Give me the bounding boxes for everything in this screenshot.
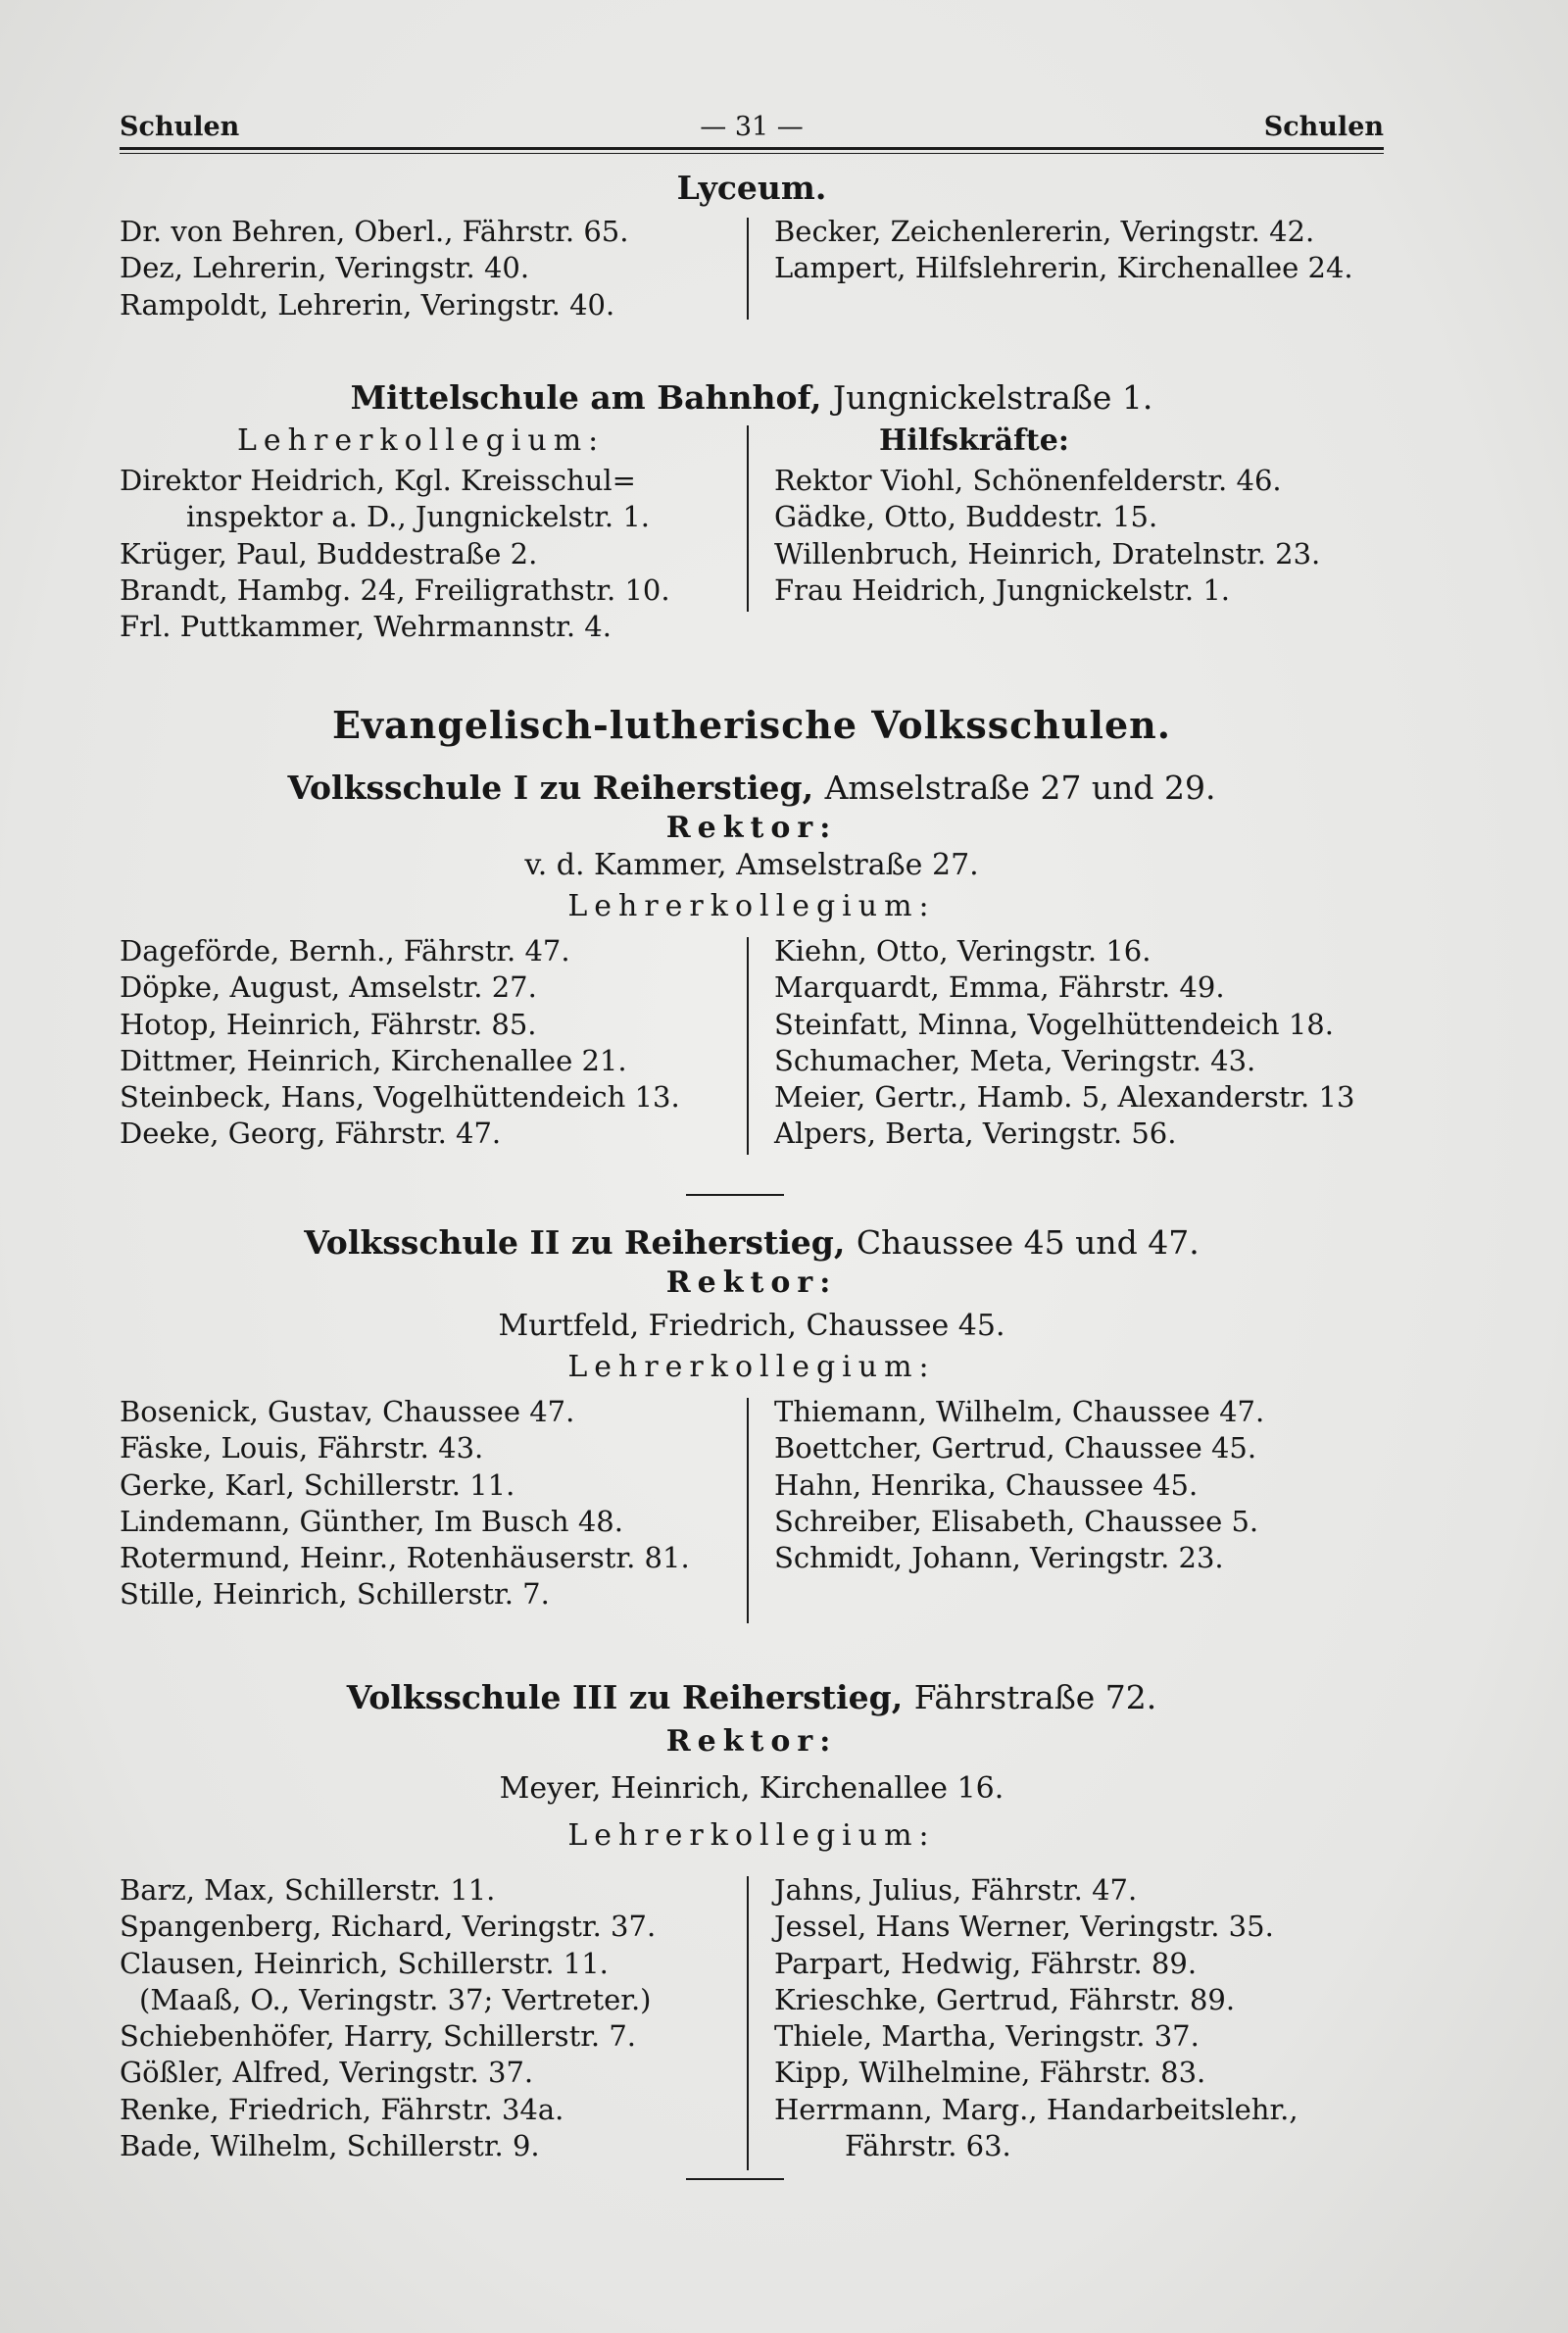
vs2-rektor: Murtfeld, Friedrich, Chaussee 45.: [498, 1309, 1005, 1343]
column-divider: [747, 425, 749, 612]
list-item: Dr. von Behren, Oberl., Fährstr. 65.: [120, 215, 629, 248]
list-item: Herrmann, Marg., Handarbeitslehr.,: [774, 2092, 1298, 2126]
list-item: Schumacher, Meta, Veringstr. 43.: [774, 1043, 1256, 1077]
vs3-left-column: [120, 1872, 656, 2164]
vs2-right-column: [774, 1394, 1264, 1576]
list-item: Dittmer, Heinrich, Kirchenallee 21.: [120, 1043, 627, 1077]
list-item: Alpers, Berta, Veringstr. 56.: [774, 1117, 1177, 1151]
mittelschule-section: [120, 378, 1384, 644]
list-item: Barz, Max, Schillerstr. 11.: [120, 1873, 496, 1907]
list-item: Gädke, Otto, Buddestr. 15.: [774, 500, 1158, 534]
mittelschule-hilfskraefte-label: Hilfskräfte:: [879, 423, 1069, 458]
list-item: Parpart, Hedwig, Fährstr. 89.: [774, 1946, 1198, 1980]
mittelschule-right-column: [774, 463, 1320, 609]
evangelisch-section: [120, 703, 1384, 747]
mittelschule-name: Mittelschule am Bahnhof,: [350, 378, 822, 417]
list-item: Bade, Wilhelm, Schillerstr. 9.: [120, 2129, 540, 2163]
list-item: Steinbeck, Hans, Vogelhüttendeich 13.: [120, 1080, 680, 1115]
vs1-section: [120, 769, 1384, 1151]
vs1-left-column: [120, 933, 680, 1153]
header-right: Schulen: [1263, 112, 1384, 142]
list-item: Hotop, Heinrich, Fährstr. 85.: [120, 1007, 537, 1041]
list-item: Krüger, Paul, Buddestraße 2.: [120, 536, 538, 571]
vs2-title: [120, 1223, 1384, 1263]
vs2-name: Volksschule II zu Reiherstieg,: [304, 1223, 846, 1262]
list-item: Renke, Friedrich, Fährstr. 34a.: [120, 2092, 564, 2126]
vs3-kollegium-label: Lehrerkollegium:: [567, 1818, 936, 1853]
list-item: Jahns, Julius, Fährstr. 47.: [774, 1873, 1138, 1907]
list-item: Boettcher, Gertrud, Chaussee 45.: [774, 1431, 1257, 1465]
vs1-name: Volksschule I zu Reiherstieg,: [287, 769, 814, 807]
header-rule: [120, 147, 1384, 150]
evangelisch-title: Evangelisch-lutherische Volksschulen.: [331, 703, 1172, 747]
list-item: Rektor Viohl, Schönenfelderstr. 46.: [774, 464, 1282, 497]
vs3-rektor-label: Rektor:: [665, 1724, 838, 1759]
vs2-section: [120, 1223, 1384, 1612]
list-item: Lindemann, Günther, Im Busch 48.: [120, 1504, 623, 1538]
list-item: Frau Heidrich, Jungnickelstr. 1.: [774, 572, 1231, 607]
list-item: Krieschke, Gertrud, Fährstr. 89.: [774, 1982, 1236, 2016]
vs2-rektor-label: Rektor:: [665, 1266, 838, 1300]
mittelschule-subheaders: [120, 420, 1384, 463]
list-item: Rampoldt, Lehrerin, Veringstr. 40.: [120, 287, 615, 322]
list-item: Stille, Heinrich, Schillerstr. 7.: [120, 1577, 550, 1612]
lyceum-title: Lyceum.: [676, 169, 827, 207]
vs1-title: [120, 769, 1384, 808]
list-item: Clausen, Heinrich, Schillerstr. 11.: [120, 1946, 609, 1980]
list-item: Hahn, Henrika, Chaussee 45.: [774, 1467, 1199, 1502]
mittelschule-title: [120, 378, 1384, 418]
list-item: Fäske, Louis, Fährstr. 43.: [120, 1431, 484, 1465]
vs1-right-column: [774, 933, 1354, 1153]
lyceum-right-column: [774, 214, 1353, 287]
list-item: Kipp, Wilhelmine, Fährstr. 83.: [774, 2056, 1206, 2090]
list-item: Brandt, Hambg. 24, Freiligrathstr. 10.: [120, 572, 670, 607]
list-item: Willenbruch, Heinrich, Dratelnstr. 23.: [774, 536, 1321, 571]
vs3-right-column: [774, 1872, 1298, 2164]
vs1-kollegium-label: Lehrerkollegium:: [567, 889, 936, 923]
list-item: Frl. Puttkammer, Wehrmannstr. 4.: [120, 610, 612, 644]
list-item: Bosenick, Gustav, Chaussee 47.: [120, 1395, 575, 1428]
list-item: Steinfatt, Minna, Vogelhüttendeich 18.: [774, 1007, 1334, 1041]
column-divider: [747, 1876, 749, 2170]
column-divider: [747, 1398, 749, 1623]
list-item: Spangenberg, Richard, Veringstr. 37.: [120, 1910, 657, 1944]
list-item: Gerke, Karl, Schillerstr. 11.: [120, 1467, 515, 1502]
list-item: Gößler, Alfred, Veringstr. 37.: [120, 2056, 534, 2090]
list-item: Schreiber, Elisabeth, Chaussee 5.: [774, 1504, 1259, 1538]
lyceum-section: [120, 169, 1384, 322]
header-left: Schulen: [120, 112, 240, 142]
column-divider: [747, 218, 749, 320]
mittelschule-kollegium-label: Lehrerkollegium:: [237, 423, 606, 458]
vs2-address: Chaussee 45 und 47.: [856, 1223, 1200, 1262]
vs2-left-column: [120, 1394, 690, 1613]
list-item: Marquardt, Emma, Fährstr. 49.: [774, 970, 1225, 1005]
vs1-rektor-label: Rektor:: [665, 811, 838, 845]
mittelschule-address: Jungnickelstraße 1.: [832, 378, 1153, 417]
column-divider: [747, 937, 749, 1155]
list-item: Lampert, Hilfslehrerin, Kirchenallee 24.: [774, 251, 1353, 285]
mittelschule-left-column: [120, 463, 670, 645]
list-item: Thiemann, Wilhelm, Chaussee 47.: [774, 1395, 1265, 1428]
list-item: Dez, Lehrerin, Veringstr. 40.: [120, 251, 530, 285]
list-item: Meier, Gertr., Hamb. 5, Alexanderstr. 13: [774, 1080, 1355, 1115]
list-item: Thiele, Martha, Veringstr. 37.: [774, 2019, 1200, 2054]
list-item: Deeke, Georg, Fährstr. 47.: [120, 1117, 502, 1151]
lyceum-left-column: [120, 214, 628, 323]
list-item: Becker, Zeichenlererin, Veringstr. 42.: [774, 215, 1315, 248]
vs3-name: Volksschule III zu Reiherstieg,: [346, 1678, 904, 1716]
list-item: Direktor Heidrich, Kgl. Kreisschul=: [120, 464, 636, 497]
list-item: (Maaß, O., Veringstr. 37; Vertreter.): [139, 1982, 652, 2016]
vs1-address: Amselstraße 27 und 29.: [824, 769, 1216, 807]
header-rule-thin: [120, 153, 1384, 154]
page-number: — 31 —: [700, 112, 804, 142]
list-item: Fährstr. 63.: [845, 2129, 1011, 2163]
vs3-section: [120, 1678, 1384, 2163]
list-item: inspektor a. D., Jungnickelstr. 1.: [186, 500, 650, 534]
list-item: Jessel, Hans Werner, Veringstr. 35.: [774, 1910, 1274, 1944]
vs2-kollegium-label: Lehrerkollegium:: [567, 1350, 936, 1384]
list-item: Döpke, August, Amselstr. 27.: [120, 970, 537, 1005]
running-head: [120, 106, 1384, 145]
list-item: Kiehn, Otto, Veringstr. 16.: [774, 934, 1152, 968]
list-item: Schmidt, Johann, Veringstr. 23.: [774, 1541, 1224, 1575]
vs3-address: Fährstraße 72.: [913, 1678, 1157, 1716]
vs1-rektor: v. d. Kammer, Amselstraße 27.: [524, 848, 979, 882]
vs3-title: [120, 1678, 1384, 1717]
section-separator: [686, 2178, 784, 2180]
list-item: Rotermund, Heinr., Rotenhäuserstr. 81.: [120, 1541, 690, 1575]
vs3-rektor: Meyer, Heinrich, Kirchenallee 16.: [499, 1771, 1004, 1806]
section-separator: [686, 1194, 784, 1196]
list-item: Schiebenhöfer, Harry, Schillerstr. 7.: [120, 2019, 636, 2054]
list-item: Dageförde, Bernh., Fährstr. 47.: [120, 934, 570, 968]
